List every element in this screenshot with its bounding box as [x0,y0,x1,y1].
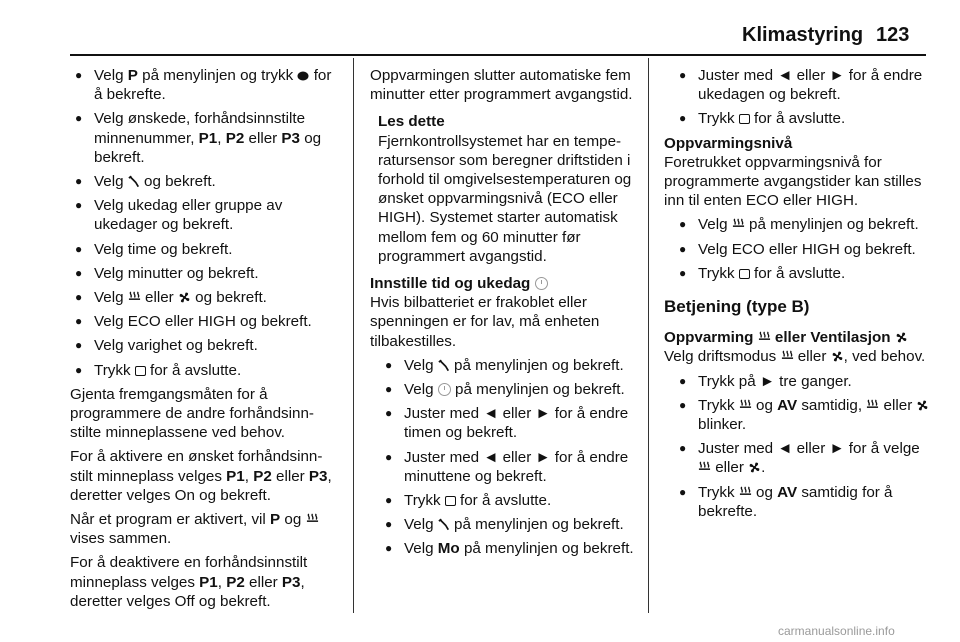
paragraph: Gjenta fremgangsmåten for å programmere de andre forhåndsinnstilte minneplassene ved behov. [70,385,314,442]
section-heading: Betjening (type B) [664,297,810,317]
steps-list-5 [664,372,932,521]
ventilation-fan-icon [178,291,191,304]
paragraph: Oppvarmingen slutter automatiske fem minutter etter programmert avgangstid. [370,67,633,104]
list-item: ● Trykk for å avslutte. [380,491,634,510]
square-button-icon [445,496,456,506]
list-item: ● Velg på menylinjen og bekreft. [380,515,634,534]
list-item: ● Trykk for å avslutte. [674,264,932,283]
right-arrow-icon: ► [535,405,551,423]
paragraph: Velg driftsmodus eller , ved behov. [664,348,926,366]
ventilation-fan-icon [748,461,761,474]
list-item: ● Velg minutter og bekreft. [70,264,338,283]
square-button-icon [135,366,146,376]
filled-circle-icon [297,70,309,82]
seat-heating-icon [306,513,319,526]
list-item: ● Juster med ◄ eller ► for å endre ukedagen og bekreft. [674,66,932,104]
right-arrow-icon: ► [535,448,551,466]
column-divider-2 [648,58,649,613]
subheading: Oppvarmingsnivå [664,134,793,152]
seat-heating-icon [739,399,752,412]
paragraph: Hvis bilbatteriet er frakoblet eller spenningen er for lav, må enheten tilbakestilles. [370,294,600,350]
left-arrow-icon: ◄ [777,67,793,84]
list-item: ● Juster med ◄ eller ► for å endre timen og bekreft. [380,404,634,442]
square-button-icon [739,114,750,124]
list-item: ● Velg time og bekreft. [70,240,338,259]
seat-heating-icon [758,331,771,344]
settings-icon [128,175,140,188]
list-item: ● Velg ECO eller HIGH og bekreft. [674,240,932,259]
paragraph: For å aktivere en ønsket forhåndsinnstilt minneplass velges P1, P2 eller P3, deretter velges On og bekreft. [70,448,332,504]
list-item: ● Velg varighet og bekreft. [70,336,338,355]
list-item: ● Juster med ◄ eller ► for å endre minuttene og bekreft. [380,448,634,486]
list-item: ● Velg ønskede, forhåndsinnstilte minnenummer, P1, P2 eller P3 og bekreft. [70,109,338,167]
list-item: ● Trykk og AV samtidig, eller blinker. [674,396,932,434]
steps-list-1 [70,66,338,380]
left-arrow-icon: ◄ [777,440,793,458]
right-arrow-icon: ► [829,440,845,458]
steps-list-3 [664,66,932,129]
list-item: ● Trykk og AV samtidig for å bekrefte. [674,483,932,521]
list-item: ● Velg og bekreft. [70,172,338,191]
seat-heating-icon [128,291,141,304]
settings-icon [438,359,450,372]
list-item: ● Velg på menylinjen og bekreft. [674,215,932,234]
list-item: ● Velg ukedag eller gruppe av ukedager og bekreft. [70,196,338,234]
seat-heating-icon [866,399,879,412]
square-button-icon [739,269,750,279]
clock-icon [535,277,548,290]
watermark: carmanualsonline.info [778,624,895,638]
paragraph: Foretrukket oppvarmingsnivå for programmerte avgangstider kan stilles inn til enten ECO eller HIGH. [664,153,922,210]
right-arrow-icon: ► [759,372,775,390]
list-item: ● Velg på menylinjen og bekreft. [380,380,634,399]
page-header [0,0,960,56]
note-text: Fjernkontrollsystemet har en temperatursensor som beregner driftstiden i forhold til omgivelsestemperaturen og ønsket oppvarmingsnivå (ECO eller HIGH). Systemet starter automatisk mellom fem og 60 minutter før programmert avgangstid. [378,132,632,265]
column-divider-1 [353,58,354,613]
column-2 [370,66,634,564]
subheading: Oppvarming eller Ventilasjon [664,328,932,347]
list-item: ● Trykk for å avslutte. [70,361,338,380]
paragraph: For å deaktivere en forhåndsinnstilt minneplass velges P1, P2 eller P3, deretter velges Off og bekreft. [70,554,308,610]
subheading: Innstille tid og ukedag [370,274,634,293]
steps-list-4 [664,215,932,283]
note-title: Les dette [378,113,445,131]
seat-heating-icon [739,486,752,499]
seat-heating-icon [732,218,745,231]
ventilation-fan-icon [895,331,908,344]
note-box [370,112,634,266]
header-rule [70,54,926,56]
list-item: ● Velg eller og bekreft. [70,288,338,307]
list-item: ● Velg P på menylinjen og trykk for å bekrefte. [70,66,338,104]
ventilation-fan-icon [916,399,929,412]
list-item: ● Juster med ◄ eller ► for å velge eller . [674,439,932,477]
page-number: 123 [876,24,910,46]
column-1 [70,66,338,616]
list-item: ● Velg Mo på menylinjen og bekreft. [380,539,634,558]
settings-icon [438,518,450,531]
list-item: ● Velg på menylinjen og bekreft. [380,356,634,375]
column-3 [664,66,932,526]
seat-heating-icon [698,461,711,474]
list-item: ● Velg ECO eller HIGH og bekreft. [70,312,338,331]
left-arrow-icon: ◄ [483,405,499,423]
page-title: Klimastyring [742,24,864,46]
list-item: ● Trykk for å avslutte. [674,109,932,128]
list-item: ● Trykk på ► tre ganger. [674,372,932,391]
seat-heating-icon [781,350,794,363]
left-arrow-icon: ◄ [483,448,499,466]
clock-icon [438,383,451,396]
steps-list-2 [370,356,634,559]
paragraph: Når et program er aktivert, vil P og vises sammen. [70,510,338,548]
ventilation-fan-icon [831,350,844,363]
right-arrow-icon: ► [829,67,845,84]
